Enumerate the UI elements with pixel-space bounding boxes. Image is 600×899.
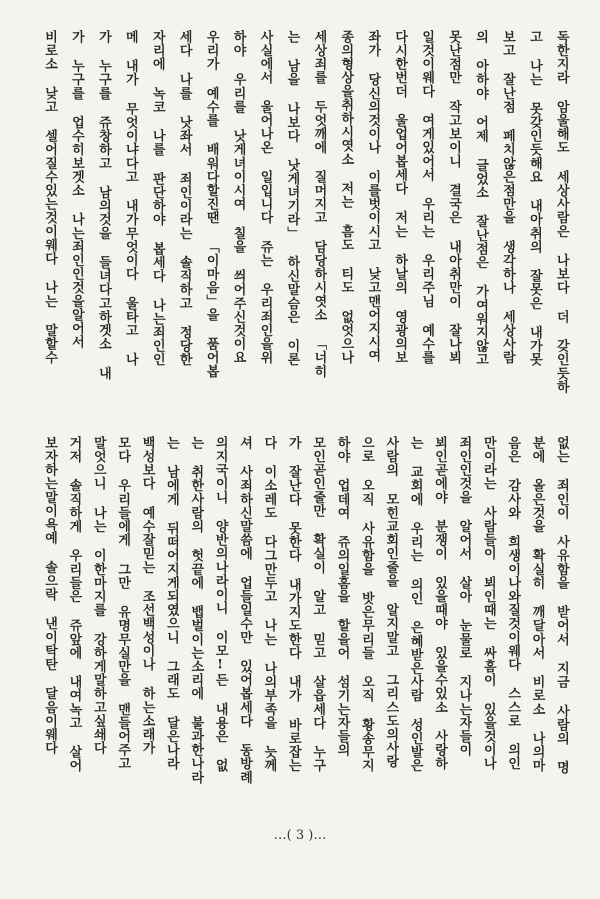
- text-column: 종의형상을취하시엿소 저는 흠도 티도 없엇으나: [338, 30, 354, 365]
- text-column: 셔 사죄하신말씀에 업들일수만 있어봅세다 동방례: [237, 436, 252, 784]
- text-column: 는 남에게 뒤떠어지게되였으니 그래도 달은나라: [163, 436, 179, 771]
- text-column: 우리가 예수를 배워다할진땐 「이마음」을 품어봅: [203, 30, 219, 378]
- text-column: 뵈인곧에야 분쟁이 있을때야 있을수있소 사랑하: [432, 436, 447, 771]
- text-column: 의 아하야 어제 글었소 잘난점은 가여워지않고: [473, 30, 488, 367]
- text-column: 세상죄를 두엇깨에 질머지고 담당하시엿소 「너히: [311, 30, 327, 378]
- text-column: 좌가 당신의것이나 이를벗이시고 낮고맨어지시여: [365, 30, 381, 363]
- text-column: 일것이웨다 여게있어서 우리는 우리주님 예수를: [419, 30, 435, 365]
- page-number: …( 3 )…: [273, 828, 327, 843]
- text-column: 사실에서 울어나온 일입니다 쥬는 우리죄인을위: [257, 30, 273, 365]
- text-column: 보고 잘난점 페치않은점만을 생각하나 세상사람: [499, 30, 515, 365]
- text-column: 말엇으니 나는 이한마지를 강하게말하고싶쇄다: [90, 436, 106, 755]
- text-column: 는 남을 나보다 낫게녀기라」 하신말슴은 이론: [284, 30, 300, 367]
- text-column: 백성보다 예수잘믿는 조선백성이나 하는소래가: [139, 436, 155, 755]
- text-column: 못난점만 작고보이니 결국은 내아취만이 잘나뵈: [446, 30, 462, 365]
- text-column: 음은 감사와 희생이나와질것이웨다 스스로 의인: [505, 436, 521, 771]
- text-column: 가 누구를 쥬창하고 남의것을 들녀다고하겟소 내: [95, 30, 111, 380]
- text-column: 죄인인것을 알어서 살아 눈물로 지나는자들이: [456, 436, 472, 757]
- text-column: 분에 올은것을 확실히 깨달아서 비로소 나의마: [529, 436, 545, 773]
- text-column: 는 교회에 우리는 의인 은혜받은사람 성인발은: [407, 436, 423, 773]
- text-column: 자리에 녹코 나를 판단하야 봅세다 나는죄인인: [149, 30, 165, 367]
- text-column: 다 이소레도 다그만두고 나는 나의부족을 늣께: [261, 436, 277, 773]
- text-column: 다시한번더 울업어봅세다 저는 하날의 영광의보: [392, 30, 408, 365]
- text-column: 가 누구를 업수히보겟소 나는죄인인것을알어서: [68, 30, 84, 349]
- text-column: 의지국이니 양반의나라이니 이모!든 내용은 없: [212, 436, 228, 773]
- text-column: 하야 우리를 낫게녀이시여 칠을 씌어주신것이요: [230, 30, 246, 365]
- text-column: 없는 죄인이 사유함을 받어서 지금 사람의 명: [553, 436, 569, 775]
- text-column: 으로 오직 사유함을 밧은무리들 오직 황송무지: [358, 436, 374, 773]
- text-column: 거저 솔직하게 우리들은 쥬앞에 내여녹고 살어: [66, 436, 82, 773]
- text-column: 하야 업데여 쥬의일홈을 할을어 섬기는자들의: [334, 436, 350, 757]
- text-column: 세다 나를 낫좌서 죄인이라는 솔직하고 정당한: [176, 30, 192, 367]
- text-column: 독한지라 암울해도 세상사람은 나보다 더 갖인듯하: [553, 30, 569, 394]
- text-column: 보자하는말이욕예 솔으락 낸이탁탄 달음이웨다: [42, 436, 57, 755]
- text-column: 고 나는 못갖인듯해요 내아취의 잘못은 내가못: [526, 30, 542, 367]
- text-column: 는 취한사람의 헛끝에 뱁벌이는소리에 불과한나라: [188, 436, 204, 784]
- text-column: 모인곧인줄만 확실이 알고 믿고 살읍세다 누구: [310, 436, 326, 773]
- text-column: 메 내가 무엇이냐다고 내가무엇이다 울타고 나: [122, 30, 138, 367]
- text-column: 사람의 모힌교회인줄을 알지말고 그리스도의사랑: [383, 436, 399, 769]
- text-column: 비로소 낮고 셀어질수있는것이웨다 나는 말할수: [42, 30, 57, 365]
- text-column: 모다 우리들에게 그만 유명무실만을 맨들어주고: [115, 436, 131, 771]
- lower-text-block: [40, 436, 570, 796]
- text-column: 가 잘난다 못한다 내가지도한다 내가 바로잡는: [285, 436, 301, 773]
- upper-text-block: [40, 30, 570, 405]
- text-column: 만이라는 사람들이 뵈인때는 싸홈이 있을것이나: [480, 436, 496, 771]
